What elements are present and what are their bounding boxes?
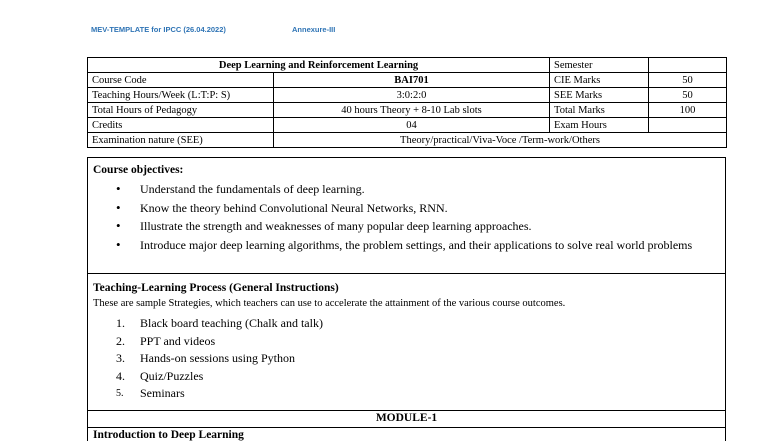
- list-number: 1.: [116, 316, 125, 330]
- teaching-learning-section: [87, 272, 726, 411]
- teaching-learning-intro: These are sample Strategies, which teachers can use to accelerate the attainment of the various course outcomes.: [93, 298, 566, 309]
- row-value: 3:0:2:0: [274, 88, 550, 103]
- course-info-table: [87, 57, 727, 148]
- exam-nature-value: Theory/practical/Viva-Voce /Term-work/Others: [274, 133, 727, 148]
- row-right-label: Exam Hours: [550, 118, 649, 133]
- row-value: 40 hours Theory + 8-10 Lab slots: [274, 103, 550, 118]
- module-topic: Introduction to Deep Learning: [93, 429, 244, 441]
- list-item: • Understand the fundamentals of deep learning.: [116, 180, 716, 199]
- list-number: 4.: [116, 368, 125, 383]
- row-label: Total Hours of Pedagogy: [88, 103, 274, 118]
- course-title: Deep Learning and Reinforcement Learning: [88, 58, 550, 73]
- row-right-value: 50: [649, 88, 727, 103]
- objectives-title: Course objectives:: [93, 164, 184, 176]
- list-item: [116, 385, 323, 403]
- teaching-learning-title: Teaching-Learning Process (General Instructions): [93, 282, 339, 294]
- semester-value: [649, 58, 727, 73]
- module-title: MODULE-1: [375, 412, 438, 424]
- objectives-list: [116, 180, 716, 254]
- list-text: Hands-on sessions using Python: [140, 351, 296, 365]
- row-right-label: CIE Marks: [550, 73, 649, 88]
- list-text: Seminars: [140, 386, 185, 400]
- divider: [88, 427, 725, 428]
- row-right-label: SEE Marks: [550, 88, 649, 103]
- exam-nature-label: Examination nature (SEE): [88, 133, 274, 148]
- list-item: [116, 368, 323, 386]
- objectives-section: [87, 157, 726, 274]
- row-value: 04: [274, 118, 550, 133]
- list-number: 3.: [116, 351, 125, 365]
- table-row: [88, 103, 727, 118]
- list-item: [116, 333, 323, 351]
- table-row: [88, 133, 727, 148]
- annexure-label: Annexure-III: [292, 25, 336, 34]
- table-row: [88, 88, 727, 103]
- list-text: Quiz/Puzzles: [140, 368, 204, 383]
- row-right-label: Total Marks: [550, 103, 649, 118]
- list-item: • Know the theory behind Convolutional Neural Networks, RNN.: [116, 199, 716, 218]
- module-section: [87, 411, 726, 441]
- template-header: MEV-TEMPLATE for IPCC (26.04.2022): [91, 25, 226, 34]
- table-row: [88, 118, 727, 133]
- list-text: PPT and videos: [140, 333, 216, 348]
- list-item: • Illustrate the strength and weaknesses of many popular deep learning approaches.: [116, 217, 716, 236]
- list-number: 2.: [116, 333, 125, 348]
- semester-label: Semester: [550, 58, 649, 73]
- row-label: Credits: [88, 118, 274, 133]
- row-right-value: [649, 118, 727, 133]
- strategies-list: [116, 315, 323, 403]
- list-item: • Introduce major deep learning algorithms, the problem settings, and their applications to solve real world problems: [116, 236, 716, 255]
- row-right-value: 50: [649, 73, 727, 88]
- course-code-value: BAI701: [274, 73, 550, 88]
- list-text: Black board teaching (Chalk and talk): [140, 316, 323, 330]
- row-right-value: 100: [649, 103, 727, 118]
- list-item: [116, 315, 323, 333]
- list-number: 5.: [116, 388, 124, 399]
- table-row: [88, 73, 727, 88]
- list-item: [116, 350, 323, 368]
- row-label: Teaching Hours/Week (L:T:P: S): [88, 88, 274, 103]
- row-label: Course Code: [88, 73, 274, 88]
